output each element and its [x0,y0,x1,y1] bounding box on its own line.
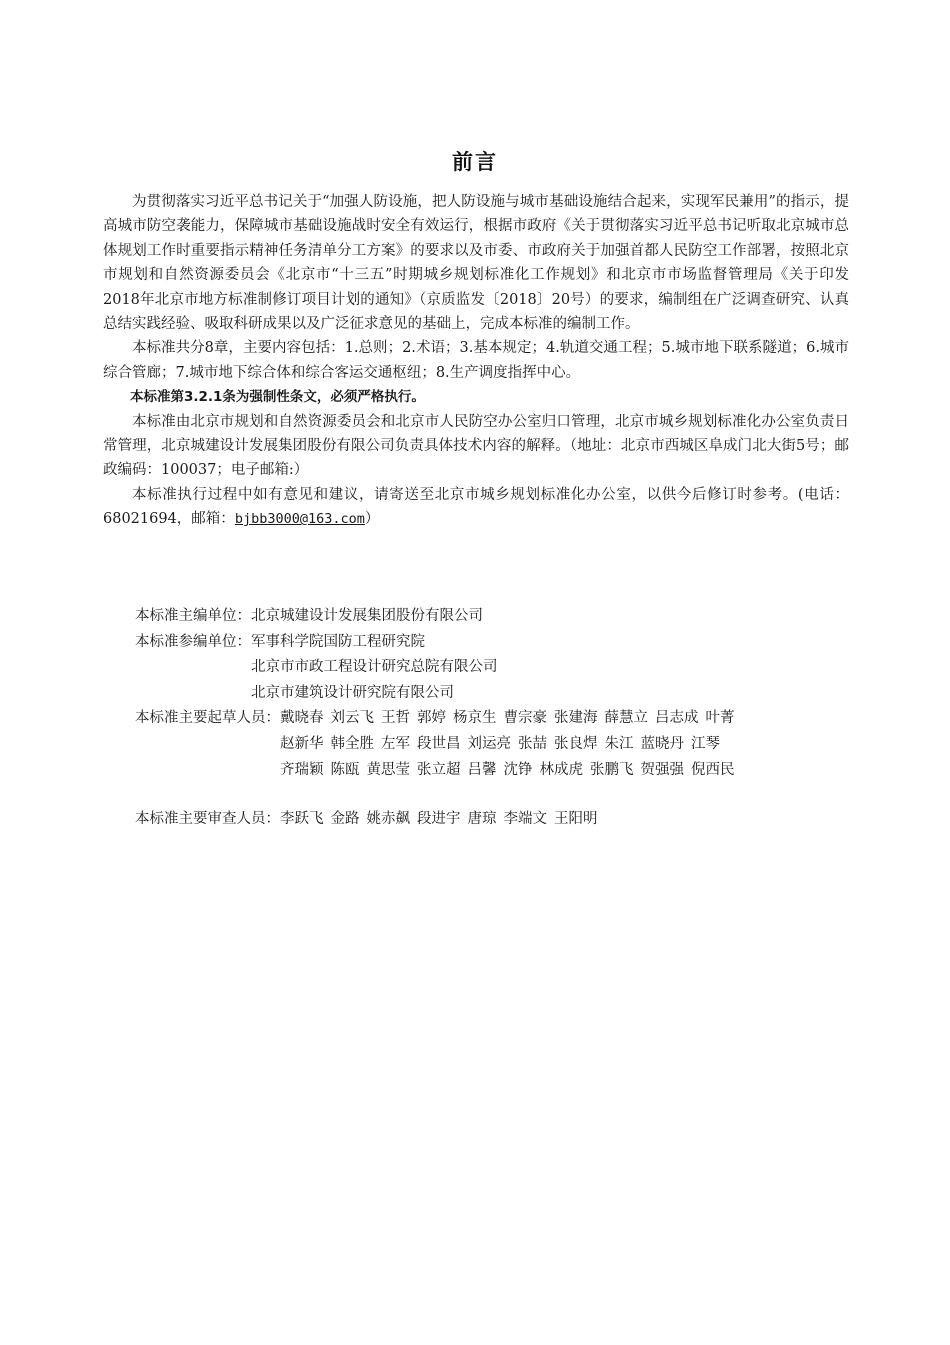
reviewer-name: 金路 [330,811,360,828]
co-editor-item: 北京市市政工程设计研究总院有限公司 [251,659,498,676]
co-editors-label: 本标准参编单位： [135,633,251,650]
drafter-name: 郭婷 [417,710,446,727]
reviewers-list [280,807,605,833]
drafter-name: 左军 [381,735,410,752]
paragraph-management: 本标准由北京市规划和自然资源委员会和北京市人民防空办公室归口管理，北京市城乡规划标准化办公室负责日常管理，北京城建设计发展集团股份有限公司负责具体技术内容的解释。（地址：北京市西城区阜成门北大街5号；邮政编码：100037；电子邮箱:） [103,413,849,479]
drafter-name: 吕志成 [655,710,699,727]
drafter-name: 戴晓春 [280,710,324,727]
paragraph-contents: 本标准共分8章，主要内容包括：1.总则；2.术语；3.基本规定；4.轨道交通工程；5.城市地下联系隧道；6.城市综合管廊；7.城市地下综合体和综合客运交通枢纽；8.生产调度指挥中心。 [103,340,849,381]
drafters-row [135,706,850,783]
reviewer-name: 段进宇 [417,811,461,828]
drafter-name: 蓝晓丹 [640,735,684,752]
co-editor-item: 北京市建筑设计研究院有限公司 [251,684,454,701]
drafters-list [280,706,742,783]
drafter-name: 杨京生 [453,710,497,727]
drafter-name: 沈铮 [503,761,533,778]
drafter-name: 贺强强 [640,761,684,778]
preface-body [103,190,849,532]
drafter-name: 江琴 [691,735,720,752]
editor-label: 本标准主编单位： [135,608,251,624]
drafter-name: 朱江 [604,735,634,752]
drafters-line [280,706,742,732]
drafter-name: 刘运亮 [467,735,511,752]
drafter-name: 张鹏飞 [590,761,634,778]
paragraph-contact [103,483,849,532]
co-editors-list [251,630,498,707]
drafter-name: 林成虎 [539,761,583,778]
drafters-label: 本标准主要起草人员： [135,710,280,727]
contact-prefix: 本标准执行过程中如有意见和建议，请寄送至北京市城乡规划标准化办公室，以供今后修订时参考。(电话：68021694，邮箱： [103,486,849,528]
drafter-name: 赵新华 [280,735,324,752]
drafter-name: 吕馨 [467,761,497,778]
drafter-name: 曹宗豪 [503,710,547,727]
contact-suffix: ） [364,511,380,528]
section-spacer [135,783,850,807]
credits-section [135,604,850,833]
drafter-name: 王哲 [381,710,410,727]
reviewer-name: 李跃飞 [280,811,324,828]
drafter-name: 齐瑞颖 [280,761,324,778]
drafter-name: 韩全胜 [330,735,374,752]
drafter-name: 倪西民 [691,761,735,778]
contact-email-link[interactable]: bjbb3000@163.com [234,511,365,528]
drafter-name: 张喆 [518,735,547,752]
co-editors-row [135,630,850,707]
drafter-name: 张建海 [554,710,598,727]
drafter-name: 陈瓯 [330,761,360,778]
page-title: 前言 [452,150,498,174]
editor-row [135,604,850,630]
paragraph-purpose: 为贯彻落实习近平总书记关于“加强人防设施，把人防设施与城市基础设施结合起来，实现军民兼用”的指示，提高城市防空袭能力，保障城市基础设施战时安全有效运行，根据市政府《关于贯彻落实习近平总书记听取北京城市总体规划工作时重要指示精神任务清单分工方案》的要求以及市委、市政府关于加强首都人民防空工作部署，按照北京市规划和自然资源委员会《北京市“十三五”时期城乡规划标准化工作规划》和北京市市场监督管理局《关于印发2018年北京市地方标准制修订项目计划的通知》（京质监发〔2018〕20号）的要求，编制组在广泛调查研究、认真总结实践经验、吸取科研成果以及广泛征求意见的基础上，完成本标准的编制工作。 [103,194,849,333]
drafter-name: 叶菁 [705,710,735,727]
drafter-name: 薛慧立 [604,710,648,727]
paragraph-mandatory: 本标准第3.2.1条为强制性条文，必须严格执行。 [130,389,425,406]
reviewer-name: 李端文 [503,811,547,828]
drafters-line [280,758,742,784]
reviewer-name: 唐琼 [467,811,497,828]
reviewer-name: 姚赤飙 [366,811,410,828]
drafter-name: 刘云飞 [330,710,374,727]
reviewers-label: 本标准主要审查人员： [135,811,280,828]
co-editor-item: 军事科学院国防工程研究院 [251,633,425,650]
drafter-name: 张良焊 [554,735,598,752]
editor-value: 北京城建设计发展集团股份有限公司 [251,608,483,624]
drafter-name: 张立超 [417,761,461,778]
drafter-name: 段世昌 [417,735,461,752]
reviewer-name: 王阳明 [554,811,598,828]
drafters-line [280,732,742,758]
drafter-name: 黄思莹 [366,761,410,778]
reviewers-row [135,807,850,833]
